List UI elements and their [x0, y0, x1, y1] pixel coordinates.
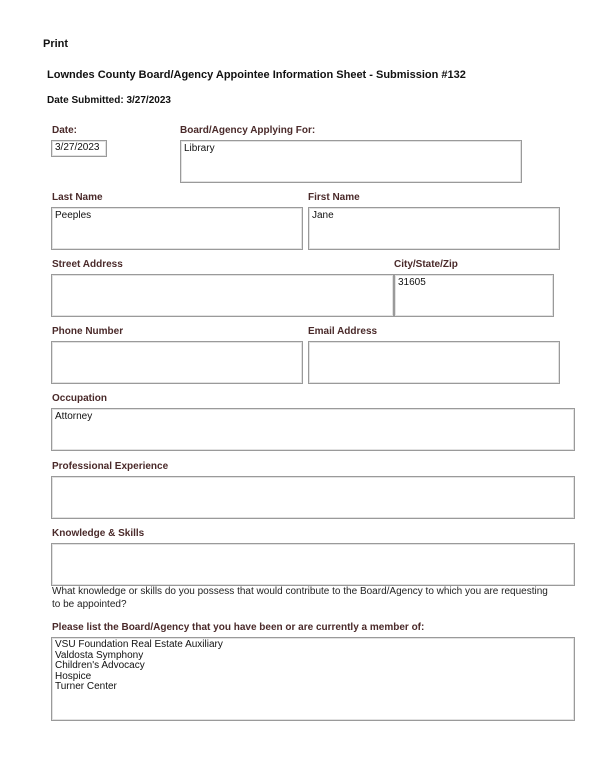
city-input[interactable]: 31605: [394, 274, 554, 317]
page-title: Lowndes County Board/Agency Appointee Information Sheet - Submission #132: [47, 69, 466, 81]
first-name-input[interactable]: Jane: [308, 207, 560, 250]
email-label: Email Address: [308, 326, 378, 337]
experience-textarea[interactable]: [51, 476, 575, 519]
board-textarea[interactable]: Library: [180, 140, 522, 183]
date-label: Date:: [52, 125, 78, 136]
skills-textarea[interactable]: [51, 543, 575, 586]
street-label: Street Address: [52, 259, 123, 270]
skills-label: Knowledge & Skills: [52, 528, 145, 539]
phone-label: Phone Number: [52, 326, 124, 337]
board-label: Board/Agency Applying For:: [180, 125, 316, 136]
date-submitted: Date Submitted: 3/27/2023: [47, 95, 171, 106]
occupation-label: Occupation: [52, 393, 108, 404]
street-input[interactable]: [51, 274, 394, 317]
email-input[interactable]: [308, 341, 560, 384]
memberships-textarea[interactable]: VSU Foundation Real Estate Auxiliary Valdosta Symphony Children's Advocacy Hospice Turner Center: [51, 637, 575, 721]
memberships-label: Please list the Board/Agency that you have been or are currently a member of:: [52, 622, 425, 633]
print-link[interactable]: Print: [43, 38, 69, 50]
experience-label: Professional Experience: [52, 461, 169, 472]
first-name-label: First Name: [308, 192, 360, 203]
city-label: City/State/Zip: [394, 259, 458, 270]
last-name-label: Last Name: [52, 192, 103, 203]
occupation-textarea[interactable]: Attorney: [51, 408, 575, 451]
date-input[interactable]: 3/27/2023: [51, 140, 107, 157]
last-name-input[interactable]: Peeples: [51, 207, 303, 250]
phone-input[interactable]: [51, 341, 303, 384]
skills-help-text: What knowledge or skills do you possess that would contribute to the Board/Agency to which you are requesting to be appointed?: [52, 586, 548, 610]
